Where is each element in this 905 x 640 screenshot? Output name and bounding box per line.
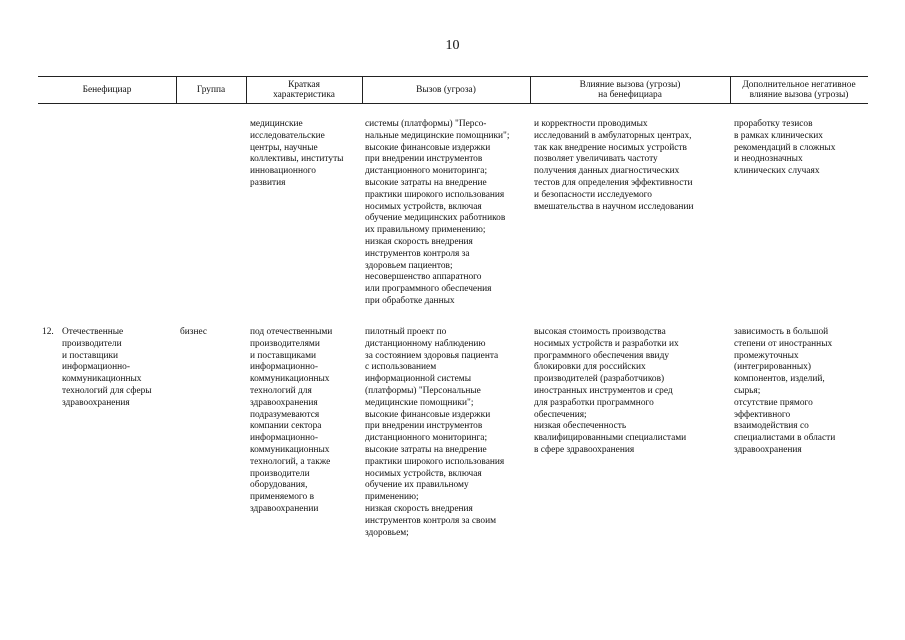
page-number: 10 <box>445 38 460 53</box>
cell-line: коммуникационных <box>250 374 330 385</box>
cell-line: для разработки программного <box>534 397 654 408</box>
header-group-text: Группа <box>196 84 226 95</box>
cell-line: здоровьем; <box>365 527 409 538</box>
cell-line: инновационного <box>250 166 316 177</box>
header-challenge <box>362 77 530 103</box>
cell-line: медицинские помощники"; <box>365 397 474 408</box>
cell-line: их правильному применению; <box>365 225 486 236</box>
cell-line: высокие финансовые издержки <box>365 142 491 153</box>
cell-line: обеспечения; <box>534 409 587 420</box>
cell-line: высокие затраты на внедрение <box>365 177 487 188</box>
cell-line: информационной системы <box>365 374 472 385</box>
cell-line: информационно- <box>62 362 130 373</box>
table-row <box>38 119 868 327</box>
cell-line: коммуникационных <box>62 374 142 385</box>
cell-beneficiary <box>62 327 176 410</box>
cell-line: проработку тезисов <box>734 119 813 129</box>
cell-line: и корректности проводимых <box>534 119 648 129</box>
header-impact-line: на бенефициара <box>598 90 662 100</box>
cell-line: в рамках клинических <box>734 130 823 141</box>
cell-line: промежуточных <box>734 350 799 361</box>
cell-line: производителей (разработчиков) <box>534 374 665 385</box>
header-extra-negative <box>730 77 868 103</box>
cell-line: технологий для сферы <box>62 385 152 396</box>
cell-line: технологий, а также <box>250 456 331 467</box>
cell-line: обучение их правильному <box>365 480 469 491</box>
cell-line: инструментов контроля за своим <box>365 515 497 526</box>
cell-line: здоровьем пациентов; <box>365 260 453 271</box>
cell-line: информационно- <box>250 362 318 373</box>
beneficiary-table <box>38 76 868 547</box>
cell-line: системы (платформы) "Персо- <box>365 119 487 129</box>
cell-line: носимых устройств, включая <box>365 201 482 212</box>
cell-line: обучение медицинских работников <box>365 213 506 224</box>
cell-line: здравоохранения <box>250 397 318 408</box>
cell-line: коллективы, институты <box>250 154 344 165</box>
cell-line: низкая скорость внедрения <box>365 503 473 514</box>
cell-line: оборудования, <box>250 480 308 491</box>
cell-line: пилотный проект по <box>365 327 447 337</box>
cell-line: позволяет увеличивать частоту <box>534 154 658 165</box>
cell-challenge <box>365 327 530 539</box>
header-impact <box>530 77 730 103</box>
cell-line: при внедрении инструментов <box>365 154 483 165</box>
cell-short-desc <box>250 119 362 190</box>
cell-line: вмешательства в научном исследовании <box>534 201 694 212</box>
cell-line: специалистами в области <box>734 433 836 444</box>
cell-challenge <box>365 119 530 308</box>
header-challenge-text: Вызов (угроза) <box>416 84 476 95</box>
cell-line: или программного обеспечения <box>365 284 492 295</box>
cell-line: нальные медицинские помощники"; <box>365 130 510 141</box>
cell-line: несовершенство аппаратного <box>365 272 482 283</box>
cell-line: бизнес <box>180 327 208 337</box>
cell-line: развития <box>250 177 286 188</box>
cell-line: подразумеваются <box>250 409 320 420</box>
cell-line: коммуникационных <box>250 444 330 455</box>
cell-line: рекомендаций в сложных <box>734 142 836 153</box>
cell-line: производителями <box>250 338 320 349</box>
cell-line: получения данных диагностических <box>534 166 680 177</box>
table-header <box>38 76 868 104</box>
cell-line: применяемого в <box>250 492 314 503</box>
cell-line: блокировки для российских <box>534 362 646 373</box>
cell-line: (платформы) "Персональные <box>365 385 481 396</box>
cell-line: здравоохранения <box>62 397 130 408</box>
cell-impact <box>534 327 730 457</box>
cell-line: и поставщики <box>62 350 119 361</box>
cell-line: дистанционному наблюдению <box>365 338 486 349</box>
cell-line: практики широкого использования <box>365 189 505 200</box>
cell-line: взаимодействия со <box>734 421 809 432</box>
cell-line: клинических случаях <box>734 166 820 177</box>
cell-line: под отечественными <box>250 327 333 337</box>
cell-line: информационно- <box>250 433 318 444</box>
header-extra-line: Дополнительное негативное <box>742 79 856 90</box>
cell-line: иностранных инструментов и сред <box>534 385 673 396</box>
cell-extra-negative <box>734 327 868 457</box>
cell-line: медицинские <box>250 119 303 129</box>
cell-line: здравоохранении <box>250 503 319 514</box>
cell-line: и неоднозначных <box>734 154 803 165</box>
cell-line: в сфере здравоохранения <box>534 444 635 455</box>
cell-line: технологий для <box>250 385 312 396</box>
row-number: 12. <box>42 327 54 337</box>
cell-line: носимых устройств, включая <box>365 468 482 479</box>
cell-line: центры, научные <box>250 142 318 153</box>
cell-line: так как внедрение носимых устройств <box>534 142 687 153</box>
cell-line: исследований в амбулаторных центрах, <box>534 130 692 141</box>
cell-line: программного обеспечения ввиду <box>534 350 670 361</box>
cell-line: компании сектора <box>250 421 322 432</box>
header-extra-line: влияние вызова (угрозы) <box>749 90 849 100</box>
header-beneficiary-text: Бенефициар <box>82 84 132 95</box>
cell-line: дистанционного мониторинга; <box>365 433 488 444</box>
cell-line: применению; <box>365 492 419 503</box>
cell-line: высокие финансовые издержки <box>365 409 491 420</box>
header-short-desc <box>246 77 362 103</box>
cell-line: тестов для определения эффективности <box>534 177 693 188</box>
table-row <box>38 327 868 547</box>
cell-line: сырья; <box>734 385 761 396</box>
cell-group <box>180 327 246 339</box>
header-short-desc-line: характеристика <box>273 90 335 100</box>
cell-line: при обработке данных <box>365 295 455 306</box>
cell-line: высокие затраты на внедрение <box>365 444 487 455</box>
cell-line: отсутствие прямого <box>734 397 813 408</box>
cell-line: производители <box>250 468 310 479</box>
header-group <box>176 77 246 103</box>
cell-line: низкая обеспеченность <box>534 421 627 432</box>
cell-line: носимых устройств и разработки их <box>534 338 679 349</box>
cell-line: степени от иностранных <box>734 338 833 349</box>
cell-line: здравоохранения <box>734 444 802 455</box>
cell-line: Отечественные <box>62 327 124 337</box>
cell-line: низкая скорость внедрения <box>365 236 473 247</box>
cell-line: эффективного <box>734 409 791 420</box>
cell-line: (интегрированных) <box>734 362 811 373</box>
cell-line: дистанционного мониторинга; <box>365 166 488 177</box>
header-short-desc-line: Краткая <box>288 79 320 90</box>
cell-line: за состоянием здоровья пациента <box>365 350 499 361</box>
cell-line: с использованием <box>365 362 437 373</box>
cell-line: и безопасности исследуемого <box>534 189 652 200</box>
cell-line: и поставщиками <box>250 350 317 361</box>
cell-line: исследовательские <box>250 130 325 141</box>
header-impact-line: Влияние вызова (угрозы) <box>579 79 681 90</box>
cell-impact <box>534 119 730 213</box>
cell-line: инструментов контроля за <box>365 248 470 259</box>
cell-line: производители <box>62 338 122 349</box>
cell-short-desc <box>250 327 362 516</box>
cell-line: при внедрении инструментов <box>365 421 483 432</box>
header-beneficiary <box>38 77 176 103</box>
cell-extra-negative <box>734 119 868 178</box>
cell-line: компонентов, изделий, <box>734 374 825 385</box>
cell-line: квалифицированными специалистами <box>534 433 687 444</box>
cell-line: зависимость в большой <box>734 327 829 337</box>
cell-line: практики широкого использования <box>365 456 505 467</box>
cell-line: высокая стоимость производства <box>534 327 666 337</box>
